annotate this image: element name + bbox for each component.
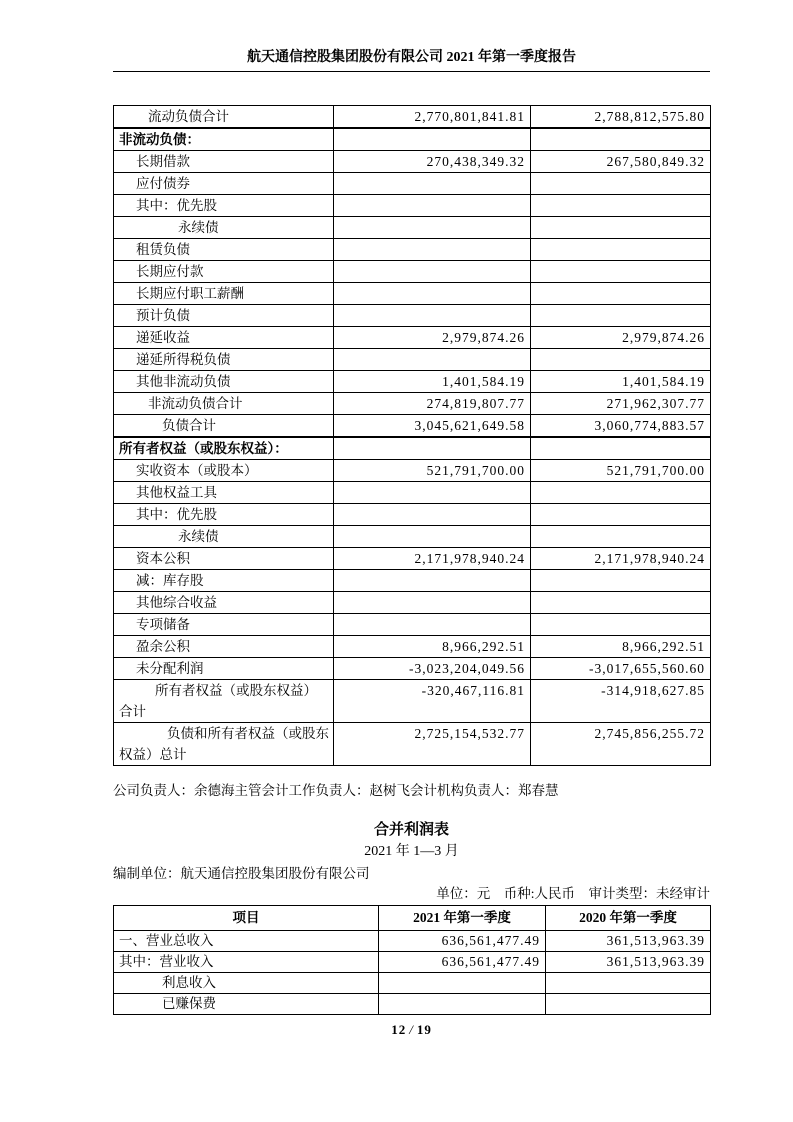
row-label: 非流动负债： xyxy=(114,128,334,151)
income-statement-title: 合并利润表 xyxy=(373,822,449,838)
table-row xyxy=(114,151,711,173)
value-current-period: 8,966,292.51 xyxy=(334,636,531,658)
table-row xyxy=(114,173,711,195)
value-prior-period: 1,401,584.19 xyxy=(531,371,711,393)
value-current-period xyxy=(334,239,531,261)
table-row xyxy=(114,460,711,482)
value-prior-period xyxy=(531,504,711,526)
value-prior-period xyxy=(531,614,711,636)
row-label: 租赁负债 xyxy=(114,239,334,261)
table-row xyxy=(114,592,711,614)
value-prior-period xyxy=(546,973,711,994)
row-label: 长期应付职工薪酬 xyxy=(114,283,334,305)
row-label: 其他权益工具 xyxy=(114,482,334,504)
row-label: 应付债券 xyxy=(114,173,334,195)
value-prior-period xyxy=(531,526,711,548)
column-header-2020-q1: 2020 年第一季度 xyxy=(546,906,711,931)
table-row xyxy=(114,570,711,592)
balance-sheet-table xyxy=(113,105,711,766)
table-row xyxy=(114,973,711,994)
value-prior-period: 2,788,812,575.80 xyxy=(531,106,711,129)
table-row xyxy=(114,526,711,548)
table-row xyxy=(114,680,711,723)
value-prior-period: 521,791,700.00 xyxy=(531,460,711,482)
column-header-2021-q1: 2021 年第一季度 xyxy=(379,906,546,931)
table-row xyxy=(114,437,711,460)
value-current-period xyxy=(334,128,531,151)
row-label: 专项储备 xyxy=(114,614,334,636)
value-prior-period xyxy=(546,994,711,1015)
row-label: 盈余公积 xyxy=(114,636,334,658)
table-row xyxy=(114,283,711,305)
value-current-period xyxy=(379,973,546,994)
row-label: 预计负债 xyxy=(114,305,334,327)
page-current: 12 xyxy=(391,1022,407,1037)
value-prior-period: 2,979,874.26 xyxy=(531,327,711,349)
row-label: 已赚保费 xyxy=(114,994,379,1015)
value-prior-period xyxy=(531,128,711,151)
value-current-period xyxy=(334,349,531,371)
unit-currency-audit-line: 单位：元 币种:人民币 审计类型：未经审计 xyxy=(436,886,710,901)
row-label: 其中：优先股 xyxy=(114,504,334,526)
table-row xyxy=(114,415,711,438)
row-label: 其他综合收益 xyxy=(114,592,334,614)
value-current-period xyxy=(334,570,531,592)
page-content xyxy=(113,105,710,1015)
income-statement-table xyxy=(113,905,711,1015)
value-current-period: 2,725,154,532.77 xyxy=(334,723,531,766)
value-prior-period: 2,745,856,255.72 xyxy=(531,723,711,766)
table-row xyxy=(114,931,711,952)
value-prior-period xyxy=(531,239,711,261)
value-prior-period xyxy=(531,217,711,239)
table-row xyxy=(114,349,711,371)
row-label: 流动负债合计 xyxy=(114,106,334,129)
table-row xyxy=(114,952,711,973)
row-label: 永续债 xyxy=(114,526,334,548)
table-row xyxy=(114,327,711,349)
row-label: 其中：优先股 xyxy=(114,195,334,217)
row-label: 非流动负债合计 xyxy=(114,393,334,415)
value-prior-period: 8,966,292.51 xyxy=(531,636,711,658)
value-prior-period xyxy=(531,570,711,592)
table-row xyxy=(114,239,711,261)
value-current-period xyxy=(334,195,531,217)
value-current-period xyxy=(334,437,531,460)
value-current-period xyxy=(334,614,531,636)
value-current-period xyxy=(334,305,531,327)
row-label: 所有者权益（或股东权益）： xyxy=(114,437,334,460)
table-row xyxy=(114,195,711,217)
value-current-period: 636,561,477.49 xyxy=(379,931,546,952)
table-row xyxy=(114,658,711,680)
table-row xyxy=(114,504,711,526)
value-current-period: 2,979,874.26 xyxy=(334,327,531,349)
row-label: 长期借款 xyxy=(114,151,334,173)
value-current-period: -3,023,204,049.56 xyxy=(334,658,531,680)
value-prior-period xyxy=(531,283,711,305)
value-prior-period: 3,060,774,883.57 xyxy=(531,415,711,438)
value-prior-period: -314,918,627.85 xyxy=(531,680,711,723)
table-row xyxy=(114,261,711,283)
value-prior-period xyxy=(531,482,711,504)
table-row xyxy=(114,482,711,504)
income-statement-period: 2021 年 1—3 月 xyxy=(364,844,459,859)
signatories-line: 公司负责人：余德海主管会计工作负责人：赵树飞会计机构负责人：郑春慧 xyxy=(113,783,559,798)
value-prior-period: 2,171,978,940.24 xyxy=(531,548,711,570)
row-label: 递延收益 xyxy=(114,327,334,349)
table-row xyxy=(114,371,711,393)
value-current-period xyxy=(334,482,531,504)
table-row xyxy=(114,548,711,570)
table-row xyxy=(114,128,711,151)
value-current-period: 636,561,477.49 xyxy=(379,952,546,973)
value-current-period: 2,171,978,940.24 xyxy=(334,548,531,570)
value-current-period xyxy=(334,504,531,526)
row-label: 其中：营业收入 xyxy=(114,952,379,973)
table-row xyxy=(114,723,711,766)
value-current-period xyxy=(334,283,531,305)
report-header-title: 航天通信控股集团股份有限公司 2021 年第一季度报告 xyxy=(247,50,576,65)
page-number xyxy=(113,1022,710,1038)
value-current-period xyxy=(334,261,531,283)
value-current-period xyxy=(379,994,546,1015)
row-label: 永续债 xyxy=(114,217,334,239)
value-prior-period xyxy=(531,195,711,217)
value-prior-period xyxy=(531,305,711,327)
column-header-item: 项目 xyxy=(114,906,379,931)
row-label: 负债和所有者权益（或股东权益）总计 xyxy=(114,723,334,766)
row-label: 递延所得税负债 xyxy=(114,349,334,371)
row-label: 减：库存股 xyxy=(114,570,334,592)
row-label: 所有者权益（或股东权益）合计 xyxy=(114,680,334,723)
value-current-period: 270,438,349.32 xyxy=(334,151,531,173)
value-prior-period: 361,513,963.39 xyxy=(546,952,711,973)
row-label: 负债合计 xyxy=(114,415,334,438)
table-row xyxy=(114,217,711,239)
row-label: 实收资本（或股本） xyxy=(114,460,334,482)
row-label: 一、营业总收入 xyxy=(114,931,379,952)
table-row xyxy=(114,614,711,636)
header-rule xyxy=(113,71,710,72)
table-row xyxy=(114,393,711,415)
row-label: 资本公积 xyxy=(114,548,334,570)
value-current-period: 3,045,621,649.58 xyxy=(334,415,531,438)
table-row xyxy=(114,106,711,129)
table-row xyxy=(114,305,711,327)
value-current-period: 2,770,801,841.81 xyxy=(334,106,531,129)
row-label: 未分配利润 xyxy=(114,658,334,680)
value-current-period xyxy=(334,592,531,614)
page-separator: / xyxy=(409,1022,414,1037)
value-prior-period: 267,580,849.32 xyxy=(531,151,711,173)
value-prior-period xyxy=(531,437,711,460)
value-prior-period xyxy=(531,349,711,371)
value-prior-period xyxy=(531,592,711,614)
value-current-period: -320,467,116.81 xyxy=(334,680,531,723)
value-current-period: 274,819,807.77 xyxy=(334,393,531,415)
table-row xyxy=(114,636,711,658)
value-prior-period: 361,513,963.39 xyxy=(546,931,711,952)
value-current-period: 1,401,584.19 xyxy=(334,371,531,393)
value-prior-period: -3,017,655,560.60 xyxy=(531,658,711,680)
table-row xyxy=(114,994,711,1015)
value-prior-period xyxy=(531,261,711,283)
row-label: 长期应付款 xyxy=(114,261,334,283)
page-total: 19 xyxy=(416,1022,432,1037)
prepared-by-line: 编制单位：航天通信控股集团股份有限公司 xyxy=(113,866,370,881)
row-label: 其他非流动负债 xyxy=(114,371,334,393)
value-prior-period: 271,962,307.77 xyxy=(531,393,711,415)
value-current-period: 521,791,700.00 xyxy=(334,460,531,482)
row-label: 利息收入 xyxy=(114,973,379,994)
table-header-row xyxy=(114,906,711,931)
value-current-period xyxy=(334,526,531,548)
value-prior-period xyxy=(531,173,711,195)
value-current-period xyxy=(334,173,531,195)
value-current-period xyxy=(334,217,531,239)
